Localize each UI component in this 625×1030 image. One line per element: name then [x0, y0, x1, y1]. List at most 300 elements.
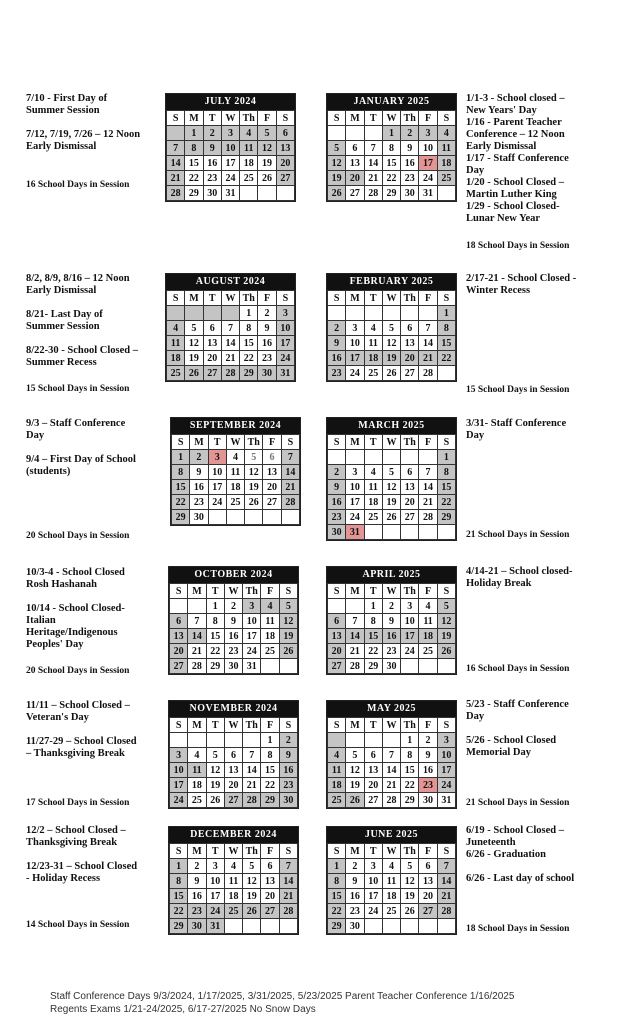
- day-cell: 17: [221, 156, 239, 171]
- notes-block: [26, 93, 164, 190]
- day-cell: 22: [206, 644, 224, 659]
- day-cell: 8: [364, 614, 382, 629]
- day-cell: 7: [281, 450, 299, 465]
- week-row: [328, 126, 456, 141]
- day-cell: 11: [364, 336, 382, 351]
- weekday-header: Th: [401, 718, 419, 733]
- day-cell: [263, 510, 281, 525]
- day-cell: 26: [382, 510, 400, 525]
- day-cell: 28: [281, 495, 299, 510]
- day-cell: 8: [206, 614, 224, 629]
- weekday-header: S: [279, 844, 297, 859]
- day-cell: [328, 126, 346, 141]
- day-cell: 8: [437, 321, 455, 336]
- calendar-may: [326, 700, 457, 809]
- day-cell: 30: [224, 659, 242, 674]
- day-cell: 4: [240, 126, 258, 141]
- day-cell: 4: [364, 465, 382, 480]
- weekday-header: Th: [401, 584, 419, 599]
- day-cell: 18: [419, 629, 437, 644]
- day-cell: 4: [419, 599, 437, 614]
- weekday-header: S: [328, 291, 346, 306]
- day-cell: [437, 366, 455, 381]
- note-item: 6/19 - School Closed – Juneteenth 6/26 - Graduation: [466, 825, 565, 860]
- week-row: [172, 510, 300, 525]
- weekday-header: F: [261, 718, 279, 733]
- day-cell: 16: [382, 629, 400, 644]
- school-days-count: 17 School Days in Session: [26, 798, 130, 808]
- day-cell: [401, 919, 419, 934]
- weekday-header: W: [382, 718, 400, 733]
- day-cell: 15: [185, 156, 203, 171]
- day-cell: 20: [364, 778, 382, 793]
- day-cell: 16: [224, 629, 242, 644]
- day-cell: 21: [346, 644, 364, 659]
- week-row: [167, 351, 295, 366]
- weekday-header: M: [346, 718, 364, 733]
- day-cell: 15: [172, 480, 190, 495]
- day-cell: [419, 659, 437, 674]
- week-row: [170, 748, 298, 763]
- day-cell: [437, 919, 455, 934]
- day-cell: [208, 510, 226, 525]
- day-cell: 22: [364, 644, 382, 659]
- day-cell: 26: [258, 171, 276, 186]
- day-cell: [224, 733, 242, 748]
- day-cell: 24: [346, 510, 364, 525]
- day-cell: 30: [279, 793, 297, 808]
- day-cell: 7: [364, 141, 382, 156]
- school-days-count: 21 School Days in Session: [466, 798, 570, 808]
- day-cell: 28: [279, 904, 297, 919]
- day-cell: 11: [240, 141, 258, 156]
- school-days-count: 16 School Days in Session: [466, 664, 570, 674]
- week-row: [328, 465, 456, 480]
- day-cell: 14: [281, 465, 299, 480]
- notes-block: [466, 566, 616, 674]
- day-cell: 12: [382, 480, 400, 495]
- day-cell: 7: [167, 141, 185, 156]
- weekday-header: S: [437, 435, 455, 450]
- day-cell: 18: [382, 889, 400, 904]
- day-cell: 13: [261, 874, 279, 889]
- day-cell: [437, 186, 455, 201]
- day-cell: 27: [419, 904, 437, 919]
- day-cell: 2: [419, 733, 437, 748]
- weekday-header: S: [437, 111, 455, 126]
- day-cell: 12: [328, 156, 346, 171]
- day-cell: [261, 659, 279, 674]
- day-cell: 14: [279, 874, 297, 889]
- day-cell: 29: [170, 919, 188, 934]
- day-cell: 18: [437, 156, 455, 171]
- day-cell: [328, 599, 346, 614]
- week-row: [328, 480, 456, 495]
- day-cell: 4: [226, 450, 244, 465]
- week-row: [172, 465, 300, 480]
- day-cell: 1: [364, 599, 382, 614]
- day-cell: 2: [382, 599, 400, 614]
- calendar-title: JUNE 2025: [327, 827, 456, 843]
- calendar-title: AUGUST 2024: [166, 274, 295, 290]
- day-cell: 26: [185, 366, 203, 381]
- day-cell: 20: [263, 480, 281, 495]
- day-cell: 23: [258, 351, 276, 366]
- day-cell: 9: [188, 874, 206, 889]
- day-cell: 29: [185, 186, 203, 201]
- week-row: [170, 904, 298, 919]
- day-cell: 16: [279, 763, 297, 778]
- day-cell: 30: [401, 186, 419, 201]
- school-days-count: 14 School Days in Session: [26, 920, 130, 930]
- weekday-header: T: [203, 291, 221, 306]
- weekday-header: M: [346, 584, 364, 599]
- weekday-header: T: [364, 584, 382, 599]
- note-item: 5/26 - School Closed Memorial Day: [466, 735, 557, 758]
- note-item: 2/17-21 - School Closed - Winter Recess: [466, 273, 577, 296]
- day-cell: 6: [401, 321, 419, 336]
- day-cell: [226, 510, 244, 525]
- day-cell: 29: [382, 186, 400, 201]
- weekday-header: T: [364, 844, 382, 859]
- day-cell: 1: [328, 859, 346, 874]
- day-cell: 1: [437, 450, 455, 465]
- day-cell: 12: [279, 614, 297, 629]
- day-cell: 18: [261, 629, 279, 644]
- week-row: [170, 859, 298, 874]
- day-cell: 25: [364, 366, 382, 381]
- week-row: [172, 480, 300, 495]
- weekday-header: M: [185, 291, 203, 306]
- note-item: 11/11 – School Closed – Veteran's Day: [26, 700, 130, 723]
- day-cell: 17: [419, 156, 437, 171]
- weekday-header: S: [328, 584, 346, 599]
- day-cell: 27: [364, 793, 382, 808]
- calendar-title: JANUARY 2025: [327, 94, 456, 110]
- footer-line-1: Staff Conference Days 9/3/2024, 1/17/2025, 3/31/2025, 5/23/2025 Parent Teacher Conference 1/16/2025: [50, 991, 515, 1002]
- day-cell: 22: [437, 351, 455, 366]
- day-cell: 21: [188, 644, 206, 659]
- day-cell: 12: [382, 336, 400, 351]
- day-cell: 8: [172, 465, 190, 480]
- day-cell: 31: [243, 659, 261, 674]
- weekday-header: S: [276, 111, 294, 126]
- day-cell: [170, 599, 188, 614]
- day-cell: 6: [419, 859, 437, 874]
- day-cell: 9: [279, 748, 297, 763]
- day-cell: 4: [328, 748, 346, 763]
- day-cell: [346, 126, 364, 141]
- weekday-header: Th: [245, 435, 263, 450]
- note-item: 12/2 – School Closed – Thanksgiving Break: [26, 825, 126, 848]
- calendar-sep: [170, 417, 301, 526]
- weekday-header: T: [364, 111, 382, 126]
- week-row: [170, 919, 298, 934]
- day-cell: 28: [188, 659, 206, 674]
- day-cell: 24: [243, 644, 261, 659]
- day-cell: 20: [170, 644, 188, 659]
- week-row: [170, 599, 298, 614]
- day-cell: 2: [328, 465, 346, 480]
- day-cell: 16: [346, 889, 364, 904]
- day-cell: 10: [276, 321, 294, 336]
- day-cell: 13: [224, 763, 242, 778]
- week-row: [328, 510, 456, 525]
- day-cell: 31: [419, 186, 437, 201]
- day-cell: 21: [281, 480, 299, 495]
- day-cell: 5: [185, 321, 203, 336]
- day-cell: [279, 919, 297, 934]
- weekday-header: Th: [243, 584, 261, 599]
- weekday-header: F: [419, 584, 437, 599]
- day-cell: 17: [346, 495, 364, 510]
- day-cell: 24: [419, 171, 437, 186]
- day-cell: [243, 733, 261, 748]
- calendar-title: APRIL 2025: [327, 567, 456, 583]
- calendar-jan: [326, 93, 457, 202]
- day-cell: 2: [346, 859, 364, 874]
- day-cell: 21: [364, 171, 382, 186]
- notes-block: [466, 273, 616, 395]
- day-cell: 7: [419, 465, 437, 480]
- day-cell: 16: [419, 763, 437, 778]
- weekday-header: F: [261, 844, 279, 859]
- day-cell: 16: [328, 495, 346, 510]
- day-cell: [188, 733, 206, 748]
- day-cell: [419, 306, 437, 321]
- weekday-header: Th: [401, 435, 419, 450]
- week-row: [167, 366, 295, 381]
- day-cell: 20: [224, 778, 242, 793]
- day-cell: 17: [243, 629, 261, 644]
- week-row: [328, 763, 456, 778]
- day-cell: 20: [261, 889, 279, 904]
- day-cell: 16: [328, 351, 346, 366]
- day-cell: 8: [437, 465, 455, 480]
- day-cell: 28: [167, 186, 185, 201]
- note-item: 8/2, 8/9, 8/16 – 12 Noon Early Dismissal: [26, 273, 130, 296]
- day-cell: 9: [401, 141, 419, 156]
- notes-block: [466, 418, 616, 540]
- day-cell: 10: [437, 748, 455, 763]
- day-cell: 3: [208, 450, 226, 465]
- day-cell: 3: [437, 733, 455, 748]
- note-item: 12/23-31 – School Closed - Holiday Recess: [26, 861, 138, 884]
- day-cell: 13: [276, 141, 294, 156]
- day-cell: 12: [401, 874, 419, 889]
- day-cell: 26: [401, 904, 419, 919]
- weekday-header: S: [170, 718, 188, 733]
- weekday-header: F: [258, 291, 276, 306]
- day-cell: 4: [224, 859, 242, 874]
- day-cell: 28: [382, 793, 400, 808]
- weekday-header: M: [188, 718, 206, 733]
- day-cell: 26: [243, 904, 261, 919]
- day-cell: 19: [279, 629, 297, 644]
- calendar-title: FEBRUARY 2025: [327, 274, 456, 290]
- weekday-header: T: [364, 718, 382, 733]
- day-cell: 6: [170, 614, 188, 629]
- day-cell: [240, 186, 258, 201]
- notes-block: [26, 567, 164, 676]
- weekday-header: S: [170, 584, 188, 599]
- day-cell: 6: [203, 321, 221, 336]
- notes-block: [26, 418, 164, 541]
- day-cell: [401, 525, 419, 540]
- note-item: 1/1-3 - School closed – New Years' Day 1/16 - Parent Teacher Conference – 12 Noon Early Dismissal 1/17 - Staff Conference Day 1/20 - School Closed – Martin Luther King 1/29 - School Closed- Lunar New Year: [466, 93, 569, 224]
- day-cell: 11: [167, 336, 185, 351]
- day-cell: [221, 306, 239, 321]
- day-cell: 21: [419, 495, 437, 510]
- day-cell: 10: [243, 614, 261, 629]
- day-cell: 3: [170, 748, 188, 763]
- day-cell: 24: [276, 351, 294, 366]
- weekday-header: M: [346, 435, 364, 450]
- day-cell: 6: [401, 465, 419, 480]
- weekday-header: W: [224, 584, 242, 599]
- day-cell: 25: [437, 171, 455, 186]
- day-cell: [382, 450, 400, 465]
- day-cell: [281, 510, 299, 525]
- weekday-header: T: [364, 435, 382, 450]
- day-cell: 17: [206, 889, 224, 904]
- day-cell: 13: [346, 156, 364, 171]
- day-cell: 3: [364, 859, 382, 874]
- day-cell: 9: [203, 141, 221, 156]
- day-cell: 3: [221, 126, 239, 141]
- day-cell: 14: [188, 629, 206, 644]
- day-cell: [245, 510, 263, 525]
- day-cell: [328, 306, 346, 321]
- day-cell: 3: [419, 126, 437, 141]
- day-cell: [419, 919, 437, 934]
- day-cell: 13: [328, 629, 346, 644]
- notes-block: [466, 93, 616, 251]
- weekday-header: T: [206, 718, 224, 733]
- day-cell: 22: [401, 778, 419, 793]
- day-cell: 27: [203, 366, 221, 381]
- week-row: [167, 336, 295, 351]
- day-cell: [382, 306, 400, 321]
- calendar-apr: [326, 566, 457, 675]
- day-cell: 9: [346, 874, 364, 889]
- day-cell: 18: [226, 480, 244, 495]
- day-cell: 8: [185, 141, 203, 156]
- calendar-title: OCTOBER 2024: [169, 567, 298, 583]
- note-item: 7/12, 7/19, 7/26 – 12 Noon Early Dismissal: [26, 129, 141, 152]
- day-cell: 25: [382, 904, 400, 919]
- week-row: [328, 793, 456, 808]
- weekday-header: S: [167, 111, 185, 126]
- day-cell: 21: [221, 351, 239, 366]
- day-cell: 24: [208, 495, 226, 510]
- day-cell: 12: [185, 336, 203, 351]
- week-row: [167, 141, 295, 156]
- weekday-header: Th: [401, 291, 419, 306]
- day-cell: 17: [437, 763, 455, 778]
- calendar-aug: [165, 273, 296, 382]
- day-cell: 29: [172, 510, 190, 525]
- notes-block: [466, 825, 616, 934]
- day-cell: 1: [172, 450, 190, 465]
- day-cell: [170, 733, 188, 748]
- day-cell: [364, 919, 382, 934]
- weekday-header: W: [221, 291, 239, 306]
- day-cell: 25: [226, 495, 244, 510]
- week-row: [328, 778, 456, 793]
- calendar-nov: [168, 700, 299, 809]
- day-cell: 25: [240, 171, 258, 186]
- day-cell: 2: [258, 306, 276, 321]
- day-cell: 24: [401, 644, 419, 659]
- day-cell: 16: [401, 156, 419, 171]
- day-cell: 12: [346, 763, 364, 778]
- day-cell: 7: [419, 321, 437, 336]
- day-cell: 23: [224, 644, 242, 659]
- day-cell: 15: [401, 763, 419, 778]
- day-cell: 24: [221, 171, 239, 186]
- day-cell: [224, 919, 242, 934]
- day-cell: 5: [437, 599, 455, 614]
- school-days-count: 18 School Days in Session: [466, 241, 570, 251]
- day-cell: 15: [170, 889, 188, 904]
- week-row: [328, 919, 456, 934]
- week-row: [170, 629, 298, 644]
- day-cell: 19: [328, 171, 346, 186]
- day-cell: [419, 450, 437, 465]
- day-cell: 30: [190, 510, 208, 525]
- day-cell: 20: [401, 495, 419, 510]
- day-cell: 18: [364, 495, 382, 510]
- weekday-header: S: [437, 291, 455, 306]
- day-cell: 23: [419, 778, 437, 793]
- day-cell: 18: [240, 156, 258, 171]
- day-cell: 14: [243, 763, 261, 778]
- day-cell: 2: [188, 859, 206, 874]
- note-item: 3/31- Staff Conference Day: [466, 418, 567, 441]
- day-cell: [419, 525, 437, 540]
- weekday-header: S: [328, 844, 346, 859]
- day-cell: [437, 659, 455, 674]
- day-cell: 25: [188, 793, 206, 808]
- day-cell: 30: [258, 366, 276, 381]
- school-days-count: 15 School Days in Session: [26, 384, 130, 394]
- weekday-header: Th: [240, 291, 258, 306]
- day-cell: [346, 733, 364, 748]
- week-row: [328, 659, 456, 674]
- week-row: [328, 450, 456, 465]
- day-cell: 1: [206, 599, 224, 614]
- weekday-header: W: [226, 435, 244, 450]
- week-row: [328, 889, 456, 904]
- day-cell: 2: [279, 733, 297, 748]
- day-cell: 22: [240, 351, 258, 366]
- day-cell: 26: [346, 793, 364, 808]
- day-cell: 30: [328, 525, 346, 540]
- day-cell: 7: [188, 614, 206, 629]
- day-cell: [188, 599, 206, 614]
- day-cell: 24: [364, 904, 382, 919]
- day-cell: [401, 450, 419, 465]
- day-cell: 15: [328, 889, 346, 904]
- day-cell: 28: [221, 366, 239, 381]
- day-cell: 17: [276, 336, 294, 351]
- day-cell: 22: [328, 904, 346, 919]
- day-cell: 18: [167, 351, 185, 366]
- day-cell: 20: [203, 351, 221, 366]
- week-row: [328, 186, 456, 201]
- weekday-header: S: [328, 718, 346, 733]
